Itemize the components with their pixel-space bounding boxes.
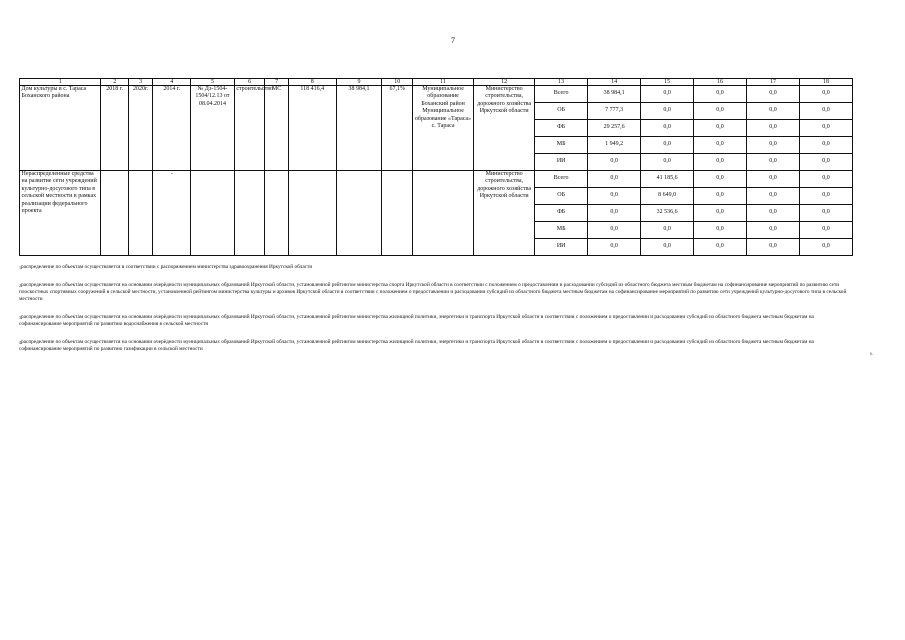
value-cell: 8 649,0 — [641, 188, 694, 205]
dash-mark: - — [153, 171, 191, 256]
value-cell: 0,0 — [747, 86, 800, 103]
source-label: МБ — [535, 222, 588, 239]
value-cell: 0,0 — [799, 171, 852, 188]
cost: 118 416,4 — [288, 86, 336, 171]
footnote: $^3$распределение по объектам осуществляется на основании очерёдности муниципальных образований Иркутской области, установленной рейтингом министерства жилищной политики, энергетики и транспорта Иркутской области в соответствии с положением о предоставлении и расходовании субсидий из областного бюджета местным бюджетам на софинансирование мероприятий по развитию водоснабжения в сельской местности — [19, 314, 814, 327]
header-cell: 1 — [20, 79, 101, 86]
source-label: МБ — [535, 137, 588, 154]
header-cell: 8 — [288, 79, 336, 86]
source-label: ОБ — [535, 103, 588, 120]
source-label: Всего — [535, 171, 588, 188]
value-cell: 0,0 — [694, 239, 747, 256]
value-cell: 0,0 — [747, 171, 800, 188]
value-cell: 0,0 — [747, 154, 800, 171]
footnote: $^2$распределение по объектам осуществляется на основании очерёдности муниципальных образований Иркутской области, установленной рейтингом министерства спорта Иркутской области в соответствии с положением о предоставлении и расходовании субсидий из областного бюджета местным бюджетам на софинансирование мероприятий по развитию сети плоскостных спортивных сооружений в сельской местности, установленной рейтингом министерства культуры и архивов Иркутской области в соответствии с положением о предоставлении и расходовании субсидий из областного бюджета местным бюджетам на софинансирование мероприятий по развитию сети учреждений культурно-досугового типа в сельской местности — [19, 282, 847, 302]
value-cell: 0,0 — [799, 154, 852, 171]
value-cell: 0,0 — [747, 103, 800, 120]
value-cell: 0,0 — [799, 137, 852, 154]
value-cell: 0,0 — [641, 86, 694, 103]
value-cell: 0,0 — [694, 103, 747, 120]
value-cell: 0,0 — [694, 222, 747, 239]
ministry: Министерство строительства, дорожного хозяйства Иркутской области — [474, 86, 535, 171]
value-cell: 0,0 — [694, 188, 747, 205]
year-start: 2018 г. — [101, 86, 128, 171]
value-cell: 0,0 — [799, 205, 852, 222]
value-cell: 29 257,6 — [588, 120, 641, 137]
value-cell: 0,0 — [641, 103, 694, 120]
source-label: ИИ — [535, 154, 588, 171]
corner-mark: к. — [870, 352, 874, 357]
ministry: Министерство строительства, дорожного хозяйства Иркутской области — [474, 171, 535, 256]
footnote: $^1$распределение по объектам осуществляется в соответствии с распоряжением министерства здравоохранения Иркутской области — [19, 264, 313, 270]
readiness: 67,1% — [382, 86, 413, 171]
value-cell: 0,0 — [747, 120, 800, 137]
header-row — [20, 79, 853, 86]
year-doc: 2014 г. — [153, 86, 191, 171]
value-cell: 0,0 — [588, 222, 641, 239]
value-cell: 0,0 — [641, 239, 694, 256]
municipality: Муниципальное образование Боханский район Муниципальное образование «Тараса» с. Тараса — [413, 86, 474, 171]
value-cell: 0,0 — [747, 205, 800, 222]
value-cell: 0,0 — [747, 188, 800, 205]
value-cell: 0,0 — [641, 137, 694, 154]
footnote: $^4$распределение по объектам осуществляется на основании очерёдности муниципальных образований Иркутской области, установленной рейтингом министерства жилищной политики, энергетики и транспорта Иркутской области в соответствии с положением о предоставлении и расходовании субсидий из областного бюджета местным бюджетам на софинансирование мероприятий по развитию газификации в сельской местности — [19, 339, 814, 352]
header-cell: 12 — [474, 79, 535, 86]
header-cell: 18 — [799, 79, 852, 86]
value-cell: 0,0 — [588, 239, 641, 256]
value-cell: 0,0 — [588, 205, 641, 222]
doc-number: № Дз-1504-1504/12.13 от 08.04.2014 — [191, 86, 235, 171]
source-label: ИИ — [535, 239, 588, 256]
value-cell: 0,0 — [588, 154, 641, 171]
year-end: 2020г. — [128, 86, 152, 171]
value-cell: 0,0 — [799, 103, 852, 120]
header-cell: 7 — [265, 79, 288, 86]
header-cell: 4 — [153, 79, 191, 86]
object-name: Нераспределенные средства на развитие сети учреждений культурно-досугового типа в сельской местности в рамках реализации федерального проекта — [20, 171, 101, 256]
value-cell: 0,0 — [641, 222, 694, 239]
value-cell: 0,0 — [694, 86, 747, 103]
value-cell: 0,0 — [694, 154, 747, 171]
value-cell: 0,0 — [747, 222, 800, 239]
value-cell: 0,0 — [799, 239, 852, 256]
page-number: 7 — [451, 36, 455, 45]
value-cell: 0,0 — [694, 137, 747, 154]
value-cell: 41 185,6 — [641, 171, 694, 188]
source-label: Всего — [535, 86, 588, 103]
value-cell: 1 949,2 — [588, 137, 641, 154]
table-row — [20, 171, 853, 188]
program-table — [19, 78, 853, 256]
value-cell: 0,0 — [588, 188, 641, 205]
header-cell: 16 — [694, 79, 747, 86]
header-cell: 17 — [747, 79, 800, 86]
source-label: ФБ — [535, 205, 588, 222]
header-cell: 14 — [588, 79, 641, 86]
work-kind: строительство — [234, 86, 265, 171]
value-cell: 0,0 — [799, 86, 852, 103]
value-cell: 0,0 — [694, 171, 747, 188]
header-cell: 9 — [336, 79, 382, 86]
header-cell: 6 — [234, 79, 265, 86]
header-cell: 3 — [128, 79, 152, 86]
header-cell: 10 — [382, 79, 413, 86]
header-cell: 5 — [191, 79, 235, 86]
table-row — [20, 86, 853, 103]
value-cell: 0,0 — [799, 120, 852, 137]
remaining-cost: 38 984,1 — [336, 86, 382, 171]
value-cell: 0,0 — [747, 239, 800, 256]
value-cell: 0,0 — [747, 137, 800, 154]
value-cell: 0,0 — [588, 171, 641, 188]
value-cell: 0,0 — [641, 154, 694, 171]
header-cell: 2 — [101, 79, 128, 86]
source-label: ОБ — [535, 188, 588, 205]
value-cell: 0,0 — [799, 188, 852, 205]
source-label: ФБ — [535, 120, 588, 137]
value-cell: 0,0 — [641, 120, 694, 137]
value-cell: 38 984,1 — [588, 86, 641, 103]
object-name: Дом культуры в с. Тараса Боханского района — [20, 86, 101, 171]
footnotes — [19, 264, 853, 364]
header-cell: 11 — [413, 79, 474, 86]
header-cell: 15 — [641, 79, 694, 86]
value-cell: 32 536,6 — [641, 205, 694, 222]
capacity: МС — [265, 86, 288, 171]
value-cell: 0,0 — [799, 222, 852, 239]
header-cell: 13 — [535, 79, 588, 86]
value-cell: 0,0 — [694, 120, 747, 137]
value-cell: 7 777,3 — [588, 103, 641, 120]
value-cell: 0,0 — [694, 205, 747, 222]
